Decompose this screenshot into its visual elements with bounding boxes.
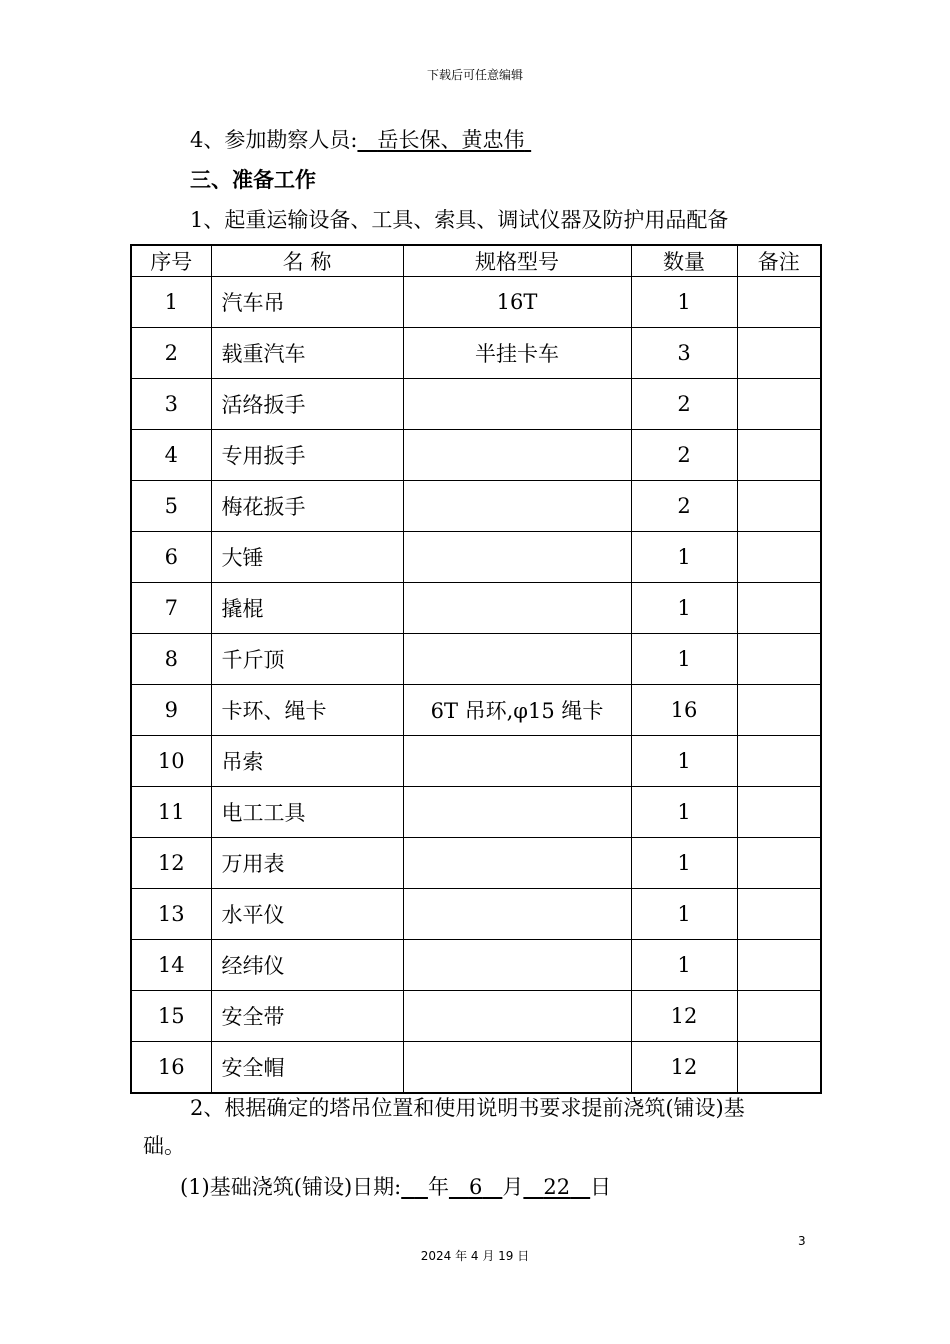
item1-heading: 1、起重运输设备、工具、索具、调试仪器及防护用品配备 — [190, 208, 729, 232]
cell-qty: 16 — [631, 685, 737, 736]
header-name: 名 称 — [211, 245, 403, 277]
table-row — [131, 838, 821, 889]
cell-spec — [403, 379, 631, 430]
cell-no: 3 — [131, 379, 211, 430]
survey-personnel-line — [190, 124, 531, 154]
cell-name: 安全帽 — [211, 1042, 403, 1094]
cell-note — [737, 1042, 821, 1094]
cell-no: 12 — [131, 838, 211, 889]
cell-name: 经纬仪 — [211, 940, 403, 991]
cell-note — [737, 532, 821, 583]
cell-note — [737, 277, 821, 328]
table-row — [131, 787, 821, 838]
header-note: 下载后可任意编辑 — [426, 68, 523, 82]
cell-name: 安全带 — [211, 991, 403, 1042]
cell-spec — [403, 1042, 631, 1094]
cell-no: 8 — [131, 634, 211, 685]
cell-name: 撬棍 — [211, 583, 403, 634]
cell-qty: 1 — [631, 736, 737, 787]
table-row — [131, 481, 821, 532]
cell-qty: 1 — [631, 889, 737, 940]
cell-qty: 1 — [631, 838, 737, 889]
cell-spec — [403, 736, 631, 787]
cell-no: 10 — [131, 736, 211, 787]
cell-no: 4 — [131, 430, 211, 481]
footer-date: 2024 年 4 月 19 日 — [420, 1249, 530, 1263]
month-unit: 月 — [502, 1175, 524, 1199]
cell-qty: 1 — [631, 583, 737, 634]
cell-name: 活络扳手 — [211, 379, 403, 430]
cell-note — [737, 583, 821, 634]
cell-qty: 2 — [631, 481, 737, 532]
cell-spec: 6T 吊环,φ15 绳卡 — [403, 685, 631, 736]
cell-spec — [403, 532, 631, 583]
cell-qty: 2 — [631, 430, 737, 481]
cell-no: 15 — [131, 991, 211, 1042]
cell-spec: 16T — [403, 277, 631, 328]
cell-note — [737, 328, 821, 379]
cell-name: 大锤 — [211, 532, 403, 583]
table-row — [131, 736, 821, 787]
section-title: 三、准备工作 — [190, 168, 316, 192]
cell-qty: 1 — [631, 634, 737, 685]
cell-note — [737, 787, 821, 838]
cell-spec — [403, 430, 631, 481]
table-row — [131, 634, 821, 685]
cell-spec — [403, 634, 631, 685]
cell-qty: 2 — [631, 379, 737, 430]
cell-note — [737, 430, 821, 481]
cell-no: 9 — [131, 685, 211, 736]
cell-name: 吊索 — [211, 736, 403, 787]
cell-name: 梅花扳手 — [211, 481, 403, 532]
year-unit: 年 — [427, 1175, 449, 1199]
cell-note — [737, 379, 821, 430]
table-row — [131, 328, 821, 379]
header-spec: 规格型号 — [403, 245, 631, 277]
table-row — [131, 685, 821, 736]
survey-personnel-value: 岳长保、黄忠伟 — [377, 128, 525, 152]
cell-note — [737, 889, 821, 940]
cell-no: 7 — [131, 583, 211, 634]
cell-name: 水平仪 — [211, 889, 403, 940]
cell-no: 1 — [131, 277, 211, 328]
cell-no: 16 — [131, 1042, 211, 1094]
header-qty: 数量 — [631, 245, 737, 277]
cell-name: 专用扳手 — [211, 430, 403, 481]
cell-qty: 3 — [631, 328, 737, 379]
cell-note — [737, 838, 821, 889]
cell-spec — [403, 889, 631, 940]
cell-note — [737, 940, 821, 991]
cell-name: 电工工具 — [211, 787, 403, 838]
cell-note — [737, 736, 821, 787]
cell-qty: 1 — [631, 532, 737, 583]
equipment-table — [130, 244, 822, 1094]
cell-no: 2 — [131, 328, 211, 379]
cell-spec: 半挂卡车 — [403, 328, 631, 379]
cell-name: 千斤顶 — [211, 634, 403, 685]
table-row — [131, 277, 821, 328]
header-no: 序号 — [131, 245, 211, 277]
table-row — [131, 532, 821, 583]
cell-name: 汽车吊 — [211, 277, 403, 328]
cell-note — [737, 685, 821, 736]
cell-name: 卡环、绳卡 — [211, 685, 403, 736]
cell-note — [737, 481, 821, 532]
cell-no: 11 — [131, 787, 211, 838]
table-row — [131, 940, 821, 991]
header-note: 备注 — [737, 245, 821, 277]
month-blank: 6 — [468, 1175, 483, 1199]
cell-qty: 1 — [631, 787, 737, 838]
cell-spec — [403, 838, 631, 889]
cell-no: 14 — [131, 940, 211, 991]
cell-spec — [403, 787, 631, 838]
cell-name: 万用表 — [211, 838, 403, 889]
cell-note — [737, 634, 821, 685]
item2-line2: 础。 — [143, 1134, 185, 1158]
survey-personnel-label: 4、参加勘察人员: — [190, 128, 358, 152]
table-header-row — [131, 245, 821, 277]
cell-note — [737, 991, 821, 1042]
cell-spec — [403, 940, 631, 991]
cell-qty: 12 — [631, 1042, 737, 1094]
cell-no: 13 — [131, 889, 211, 940]
table-row — [131, 889, 821, 940]
table-row — [131, 430, 821, 481]
cell-no: 6 — [131, 532, 211, 583]
cell-no: 5 — [131, 481, 211, 532]
page-number: 3 — [798, 1234, 806, 1248]
day-unit: 日 — [590, 1175, 612, 1199]
cell-qty: 12 — [631, 991, 737, 1042]
cell-qty: 1 — [631, 940, 737, 991]
cell-spec — [403, 583, 631, 634]
table-row — [131, 583, 821, 634]
cell-spec — [403, 991, 631, 1042]
table-row — [131, 1042, 821, 1094]
table-row — [131, 379, 821, 430]
cell-spec — [403, 481, 631, 532]
cell-name: 载重汽车 — [211, 328, 403, 379]
foundation-date-line — [180, 1171, 611, 1201]
cell-qty: 1 — [631, 277, 737, 328]
year-blank — [401, 1175, 428, 1199]
day-blank: 22 — [543, 1175, 571, 1199]
item2-line1: 2、根据确定的塔吊位置和使用说明书要求提前浇筑(铺设)基 — [190, 1096, 745, 1120]
foundation-date-label: (1)基础浇筑(铺设)日期: — [180, 1175, 402, 1199]
table-row — [131, 991, 821, 1042]
